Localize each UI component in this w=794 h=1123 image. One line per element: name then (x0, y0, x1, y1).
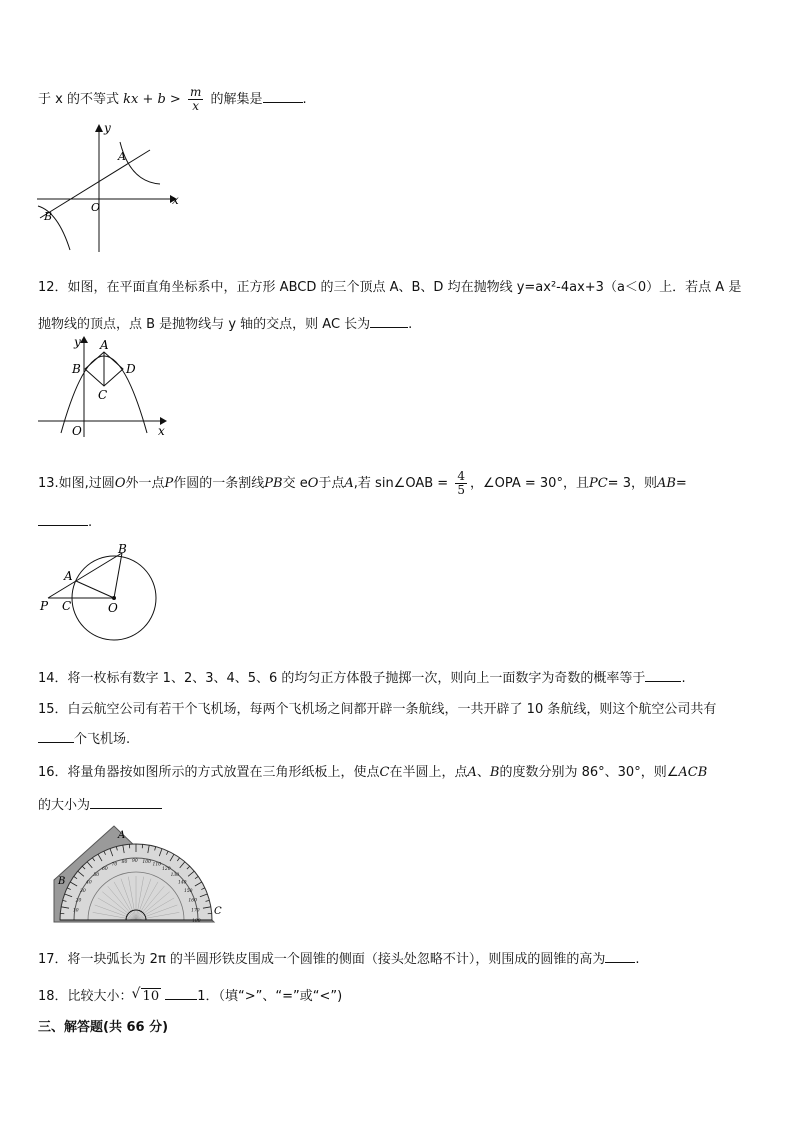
label-O: O (91, 201, 101, 214)
q12-figure (34, 333, 174, 441)
q11-figure (32, 120, 182, 256)
protractor-scale-label: 110 (152, 862, 162, 868)
q12-line1: 12．如图，在平面直角坐标系中，正方形 ABCD 的三个顶点 A、B、D 均在抛物线 y=ax²-4ax+3（a＜0）上．若点 A 是 (38, 280, 742, 295)
answer-blank[interactable] (605, 950, 635, 963)
label-P: P (40, 599, 49, 613)
label-C: C (98, 388, 108, 402)
label-A: A (64, 569, 73, 583)
protractor-scale-label: 20 (75, 898, 82, 904)
protractor-scale-label: 120 (162, 867, 171, 873)
protractor-scale-label: 60 (102, 867, 108, 873)
answer-blank[interactable] (370, 315, 408, 328)
label-A: A (118, 830, 126, 841)
protractor-scale-label: 30 (80, 889, 86, 894)
answer-blank[interactable] (90, 796, 162, 809)
label-y: y (74, 335, 81, 349)
q17-text: 17．将一块弧长为 2π 的半圆形铁皮围成一个圆锥的侧面（接头处忽略不计），则围成的圆锥的高为 . (38, 952, 640, 967)
protractor-scale-label: 170 (191, 908, 200, 914)
protractor-scale-label: 50 (93, 873, 100, 879)
q12-line2: 抛物线的顶点，点 B 是抛物线与 y 轴的交点，则 AC 长为 . (38, 317, 413, 332)
q13-fraction: $\frac{4}{5}$ (457, 469, 465, 497)
q13-line2: . (38, 513, 92, 530)
label-x: x (172, 193, 179, 207)
protractor-scale-label: 160 (188, 898, 197, 904)
q11-fraction: $\frac{m}{x}$ (189, 85, 202, 113)
protractor-scale-label: 100 (142, 859, 152, 865)
q18-text: 18．比较大小：√ 10 1．（填“>”、“=”或“<”) (38, 985, 342, 1004)
section-heading: 三、解答题(共 66 分) (38, 1020, 169, 1035)
answer-blank[interactable] (165, 987, 197, 1000)
label-B: B (58, 876, 66, 887)
q16-figure (50, 822, 236, 926)
answer-blank[interactable] (645, 669, 681, 682)
protractor-scale-label: 40 (86, 880, 92, 886)
q15-line2: 个飞机场. (38, 728, 130, 747)
label-B: B (72, 362, 81, 376)
label-C: C (214, 906, 222, 917)
q14-text: 14．将一枚标有数字 1、2、3、4、5、6 的均匀正方体骰子抛掷一次，则向上一面数字为奇数的概率等于 . (38, 671, 686, 686)
protractor-scale-label: 140 (177, 880, 187, 886)
answer-blank[interactable] (38, 730, 74, 743)
label-A: A (118, 150, 126, 163)
label-B: B (44, 210, 53, 223)
q16-line2: 的大小为 (38, 794, 162, 813)
sqrt-expression: √ 10 (141, 988, 162, 1004)
q15-line1: 15．白云航空公司有若干个飞机场，每两个飞机场之间都开辟一条航线，一共开辟了 10 条航线，则这个航空公司共有 (38, 702, 717, 717)
answer-blank[interactable] (38, 513, 88, 526)
label-D: D (126, 362, 136, 376)
label-O: O (108, 601, 118, 615)
protractor-scale-label: 80 (121, 859, 128, 865)
protractor-scale-label: 10 (72, 908, 79, 914)
protractor-scale-label: 70 (111, 862, 118, 868)
q13-figure (36, 540, 166, 648)
label-y: y (104, 121, 111, 135)
label-B: B (118, 542, 127, 556)
protractor-scale-label: 90 (132, 859, 138, 864)
q16-line1: 16．将量角器按如图所示的方式放置在三角形纸板上，使点C在半圆上，点A、B的度数分别为 86°、30°，则∠ACB (38, 765, 708, 780)
label-A: A (100, 338, 109, 352)
q11-text: 于 x 的不等式 kx + b > $\frac{m}{x}$ 的解集是 . (38, 85, 307, 113)
protractor-scale-label: 130 (170, 873, 180, 879)
protractor-scale-label: 180 (192, 919, 201, 924)
answer-blank[interactable] (263, 90, 303, 103)
label-C: C (62, 599, 72, 613)
label-O: O (72, 424, 82, 438)
label-x: x (158, 424, 165, 438)
q13-line1: 13.如图,过圆O外一点P作圆的一条割线PB交 eO于点A,若 sin∠OAB = $\frac{4}{5}$ ，∠OPA = 30°，且PC= 3，则AB= (38, 469, 687, 497)
protractor-scale-label: 150 (183, 889, 193, 894)
